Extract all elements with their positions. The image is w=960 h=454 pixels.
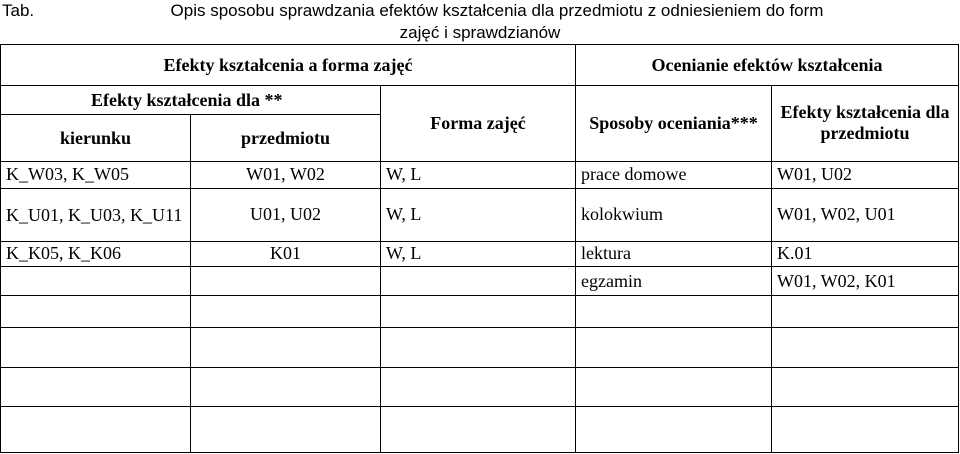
header-efekty-a-forma: Efekty kształcenia a forma zajęć bbox=[1, 45, 576, 86]
cell-sposob bbox=[576, 406, 772, 452]
table-row bbox=[1, 241, 959, 266]
header-ocenianie: Ocenianie efektów kształcenia bbox=[576, 45, 959, 86]
cell-sposob bbox=[576, 327, 772, 367]
caption-line-2: zajęć i sprawdzianów bbox=[399, 23, 561, 42]
cell-efekty bbox=[772, 367, 959, 406]
header-forma-zajec: Forma zajęć bbox=[381, 86, 576, 162]
table-row bbox=[1, 367, 959, 406]
cell-kierunku: K_W03, K_W05 bbox=[1, 161, 191, 188]
header-efekty-przedmiotu: Efekty kształcenia dla przedmiotu bbox=[772, 86, 959, 162]
cell-sposob bbox=[576, 296, 772, 328]
cell-kierunku bbox=[1, 327, 191, 367]
cell-sposob: prace domowe bbox=[576, 161, 772, 188]
cell-przedmiotu: K01 bbox=[191, 241, 381, 266]
cell-kierunku: K_K05, K_K06 bbox=[1, 241, 191, 266]
cell-przedmiotu bbox=[191, 367, 381, 406]
table-row bbox=[1, 189, 959, 242]
table-caption bbox=[2, 0, 958, 44]
cell-kierunku bbox=[1, 296, 191, 328]
caption-line-1: Opis sposobu sprawdzania efektów kształcenia dla przedmiotu z odniesieniem do form bbox=[170, 1, 824, 20]
cell-efekty bbox=[772, 406, 959, 452]
cell-kierunku bbox=[1, 367, 191, 406]
table-row bbox=[1, 327, 959, 367]
cell-forma bbox=[381, 266, 576, 295]
header-sposoby-oceniania: Sposoby oceniania*** bbox=[576, 86, 772, 162]
header-przedmiotu: przedmiotu bbox=[191, 115, 381, 161]
cell-forma bbox=[381, 296, 576, 328]
cell-forma bbox=[381, 406, 576, 452]
cell-forma bbox=[381, 367, 576, 406]
cell-przedmiotu bbox=[191, 327, 381, 367]
cell-sposob: egzamin bbox=[576, 266, 772, 295]
cell-przedmiotu bbox=[191, 266, 381, 295]
cell-efekty bbox=[772, 296, 959, 328]
cell-forma: W, L bbox=[381, 189, 576, 242]
cell-przedmiotu bbox=[191, 406, 381, 452]
header-efekty-dla: Efekty kształcenia dla ** bbox=[1, 86, 381, 115]
cell-forma: W, L bbox=[381, 241, 576, 266]
cell-przedmiotu bbox=[191, 296, 381, 328]
header-kierunku: kierunku bbox=[1, 115, 191, 161]
table-row bbox=[1, 406, 959, 452]
cell-forma bbox=[381, 327, 576, 367]
cell-sposob bbox=[576, 367, 772, 406]
table-row bbox=[1, 161, 959, 188]
cell-sposob: kolokwium bbox=[576, 189, 772, 242]
table-row bbox=[1, 296, 959, 328]
caption-prefix: Tab. bbox=[2, 1, 35, 20]
cell-kierunku bbox=[1, 266, 191, 295]
cell-przedmiotu: W01, W02 bbox=[191, 161, 381, 188]
cell-sposob: lektura bbox=[576, 241, 772, 266]
table-row bbox=[1, 266, 959, 295]
cell-efekty: W01, W02, U01 bbox=[772, 189, 959, 242]
cell-efekty: W01, W02, K01 bbox=[772, 266, 959, 295]
cell-forma: W, L bbox=[381, 161, 576, 188]
cell-efekty: W01, U02 bbox=[772, 161, 959, 188]
cell-kierunku bbox=[1, 406, 191, 452]
cell-przedmiotu: U01, U02 bbox=[191, 189, 381, 242]
cell-efekty bbox=[772, 327, 959, 367]
cell-efekty: K.01 bbox=[772, 241, 959, 266]
cell-kierunku: K_U01, K_U03, K_U11 bbox=[1, 189, 191, 242]
assessment-table bbox=[0, 44, 959, 453]
